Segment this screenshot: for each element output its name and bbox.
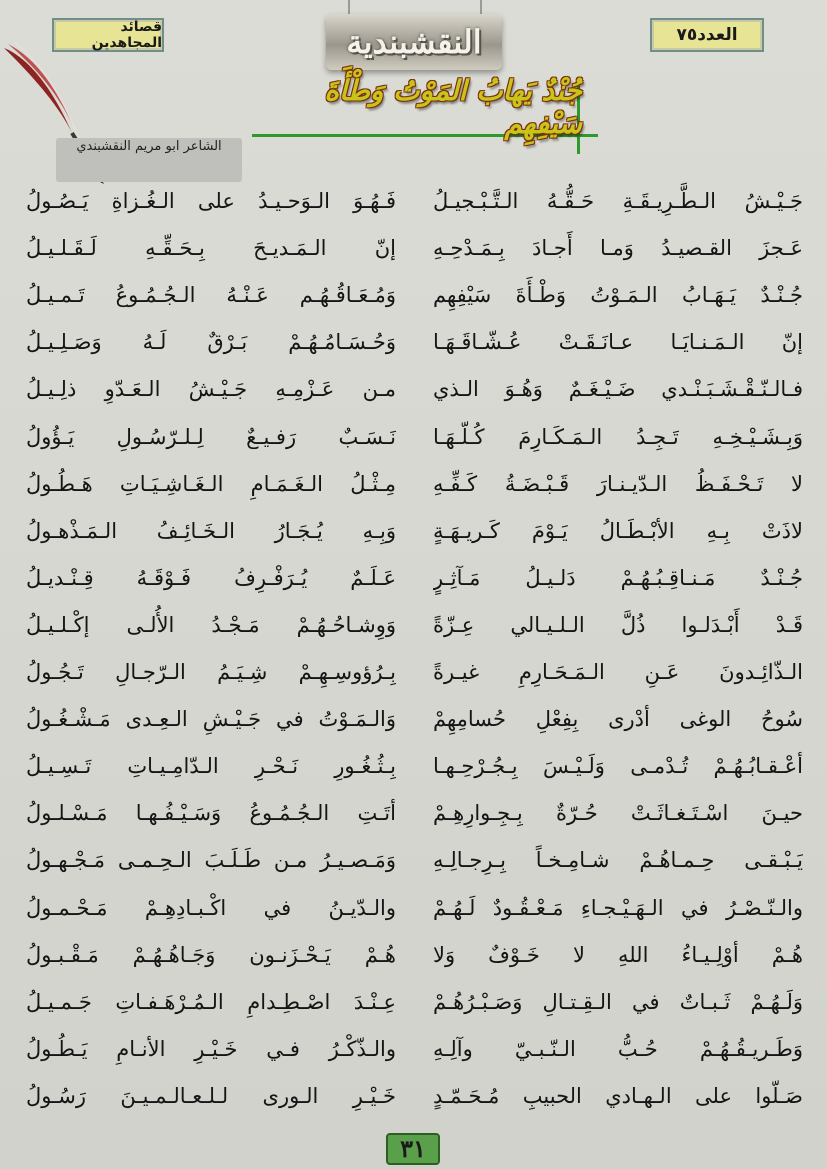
verse-first-hemistich: جُـنْـدٌ مَـنـاقِـبُـهُـمْ دَلـيـلُ مَـآثِـرٍ [433, 565, 803, 590]
page-number-badge [386, 1133, 440, 1165]
verse-first-hemistich: إنّ الـمَـنـايَـا عـانَـقَـتْ عُـشّـاقَـهَـا [433, 330, 803, 355]
verse-first-hemistich: سُوحُ الوغى أدْرى بِفِعْلِ حُسامِهِمْ [433, 707, 803, 732]
verse-row [0, 696, 827, 742]
verse-first-hemistich: جَـيْـشُ الـطَّـرِيـقَـةِ حَـقُّـهُ الـتَّـبْـجيـلُ [433, 189, 803, 213]
verse-second-hemistich: إنّ الـمَـديـحَ بِـحَـقِّـهِ لَـقَـلـيـلُ [26, 236, 396, 261]
verse-second-hemistich: عَـلَـمٌ يُـرَفْـرِفُ فَـوْقَـهُ قِـنْـديـلُ [26, 565, 396, 590]
poet-name: الشاعر ابو مريم النقشبندي [76, 139, 222, 154]
verse-row [0, 790, 827, 836]
verse-row [0, 885, 827, 931]
verse-second-hemistich: أتَـتِ الـجُـمُـوعُ وَسَـيْـفُـهـا مَـسْـلـولُ [26, 801, 396, 826]
verse-row [0, 272, 827, 318]
verse-row [0, 366, 827, 412]
verse-first-hemistich: صَـلّوا على الـهـادي الحبيبِ مُـحَـمّـدٍ [433, 1083, 803, 1108]
magazine-logo [326, 14, 502, 70]
verse-first-hemistich: لاذَتْ بِـهِ الأبْـطَـالُ يَـوْمَ كَـريـهَـةٍ [433, 518, 803, 543]
verse-second-hemistich: والـذّكْـرُ فـي خَـيْـرِ الأنـامِ يَـطُـولُ [26, 1036, 396, 1061]
verse-first-hemistich: جُـنْـدٌ يَـهَـابُ الـمَـوْتُ وَطْـأَةَ سَيْفِهِم [433, 283, 803, 308]
verse-row [0, 979, 827, 1025]
page-number: ٣١ [400, 1134, 426, 1163]
verse-second-hemistich: مـن عَـزْمِـهِ جَـيْـشُ الـعَـدّوِ ذلِـيـلُ [26, 377, 396, 402]
verse-second-hemistich: عِـنْـدَ اصْـطِـدامِ الـمُـرْهَـفـاتِ جَـمـيـلُ [26, 989, 396, 1014]
verse-second-hemistich: وَمَـصـيـرُ مـن طَـلَـبَ الـحِـمـى مَـجْـهـولُ [26, 848, 396, 873]
verse-second-hemistich: والـدّيـنُ في اكْـبـادِهِـمْ مَـحْـمـولُ [26, 895, 396, 920]
poem-title: جُنْدٌ يَهابُ المَوْتُ وَطْأَةَ سَيْفِهِم [324, 74, 582, 140]
verse-row [0, 178, 827, 224]
issue-badge [650, 18, 764, 52]
verse-first-hemistich: وَلَـهُـمْ ثَـبـاتٌ في الـقِـتـالِ وَصَـبْـرُهُـمْ [433, 989, 803, 1014]
verse-first-hemistich: والـنّـصْـرُ في الـهَـيْـجـاءِ مَـعْـقُـودٌ لَـهُـمْ [433, 895, 803, 920]
verse-row [0, 461, 827, 507]
verse-second-hemistich: وَمُـعَـاقُـهُـم عَـنْـهُ الـجُـمُـوعُ تَـمـيـلُ [26, 283, 396, 308]
verse-first-hemistich: يَـبْـقـى حِـمـاهُـمْ شـامِـخـاً بِـرِجـالِـهِ [433, 848, 803, 873]
issue-label: العدد٧٥ [676, 25, 738, 45]
verse-row [0, 1073, 827, 1119]
poet-credit [56, 138, 242, 182]
section-label: قصائد المجاهدين [91, 19, 162, 51]
verse-first-hemistich: قَـدْ أَبْـدَلـوا ذُلَّ الـلـيـالي عِـزّةً [433, 612, 803, 637]
verse-second-hemistich: وَبِـهِ يُـجَـارُ الـخَـائِـفُ الـمَـذْهـولُ [26, 518, 396, 543]
magazine-name: النقشبندية [346, 23, 482, 61]
verse-first-hemistich: حيـنَ اسْـتَـغـاثَـتْ حُـرّةٌ بِـجِـوارِهِـمْ [433, 801, 803, 826]
verse-first-hemistich: الـذّائِـدونَ عَـنِ الـمَـحَـارِمِ غيـرةً [433, 660, 803, 684]
verse-row [0, 743, 827, 789]
verse-second-hemistich: وَوِشـاحُـهُـمْ مَـجْـدُ الأُلـى إكْـلـيـلُ [26, 612, 396, 637]
verse-first-hemistich: وَبِـشَـيْـخِـهِ تَـجِـدُ الـمَـكَـارِمَ كُـلّـهَـا [433, 424, 803, 449]
verse-second-hemistich: بِـثُـغُـورِ نَـحْـرِ الـدّامِـيـاتِ تَـسِـيـلُ [26, 754, 396, 779]
verse-row [0, 225, 827, 271]
verse-second-hemistich: نَـسَـبٌ رَفـيـعٌ لِـلـرّسُـولِ يَـؤُولُ [26, 424, 396, 449]
verse-row [0, 649, 827, 695]
verse-first-hemistich: فـالـنّـقْـشَـبَـنْـدي ضَـيْـغَـمٌ وَهُـوَ الـذي [433, 377, 803, 402]
verse-first-hemistich: أعْـقـابُـهُـمْ تُـدْمـى وَلَـيْـسَ بِـجُـرْحِـهـا [433, 754, 803, 779]
verse-row [0, 602, 827, 648]
poem-title-block [252, 74, 582, 140]
verse-second-hemistich: خَـيْـرِ الـورى لـلـعـالـمـيـنَ رَسُـولُ [26, 1083, 396, 1108]
verse-second-hemistich: وَالـمَـوْتُ في جَـيْـشِ الـعِـدى مَـشْـغُـولُ [26, 707, 396, 732]
verse-second-hemistich: فَـهُـوَ الـوَحـيـدُ على الـغُـزاةِ يَـصُـولُ [26, 189, 396, 213]
verse-first-hemistich: لا تَـحْـفَـظُ الـدّيـنـارَ قَـبْـضَـةُ كَـفِّـهِ [433, 471, 803, 496]
verse-second-hemistich: بِـرُؤوسِـهِـمْ شِـيَـمُ الـرّجـالِ تَـجُـولُ [26, 660, 396, 684]
verse-row [0, 837, 827, 883]
verse-first-hemistich: عَـجزَ القـصيـدُ وَمـا أَجـادَ بِـمَـدْحِـهِ [433, 236, 803, 261]
verse-first-hemistich: وَطَـريـقُـهُـمْ حُـبُّ الـنّـبـيّ وآلِـهِ [433, 1036, 803, 1061]
verse-second-hemistich: وَحُـسَـامُـهُـمْ بَـرْقٌ لَـهُ وَصَـلِـيـلُ [26, 330, 396, 355]
verse-row [0, 555, 827, 601]
verse-row [0, 414, 827, 460]
verse-row [0, 508, 827, 554]
verse-row [0, 1026, 827, 1072]
verse-second-hemistich: مِـثْـلُ الـغَـمَـامِ الـغَـاشِـيَـاتِ هَـطُـولُ [26, 471, 396, 496]
verse-row [0, 319, 827, 365]
section-badge [52, 18, 164, 52]
verse-second-hemistich: هُـمْ يَـحْـزَنـون وَجَـاهُـهُـمْ مَـقْـبـولُ [26, 942, 396, 967]
verse-first-hemistich: هُـمْ أوْلِـيـاءُ اللهِ لا خَـوْفٌ وَلا [433, 942, 803, 967]
verse-row [0, 932, 827, 978]
